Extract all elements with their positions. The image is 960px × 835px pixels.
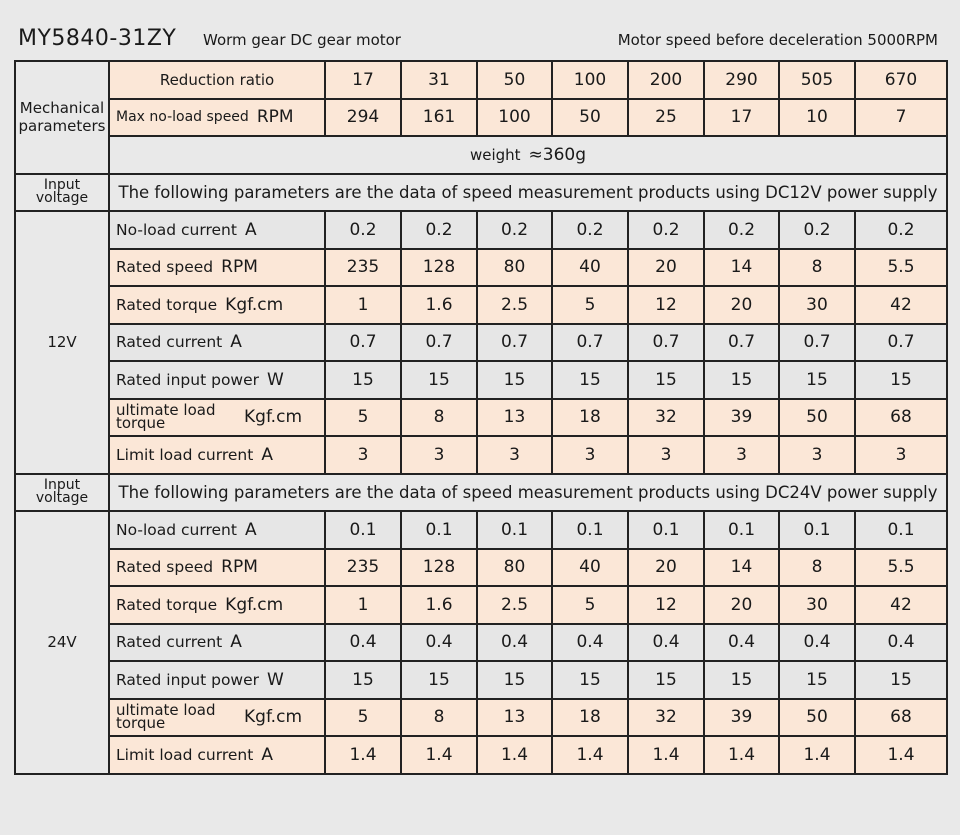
weight-label: weight [469,145,521,164]
value-cell: 5 [325,699,401,737]
input-voltage-label: Input voltage [15,174,109,212]
value-cell: 50 [779,699,855,737]
param-row [15,586,947,624]
ratio-cell: 17 [325,61,401,99]
value-cell: 15 [704,361,779,399]
value-cell: 0.4 [855,624,947,662]
value-cell: 3 [779,436,855,474]
row-unit: Kgf.cm [225,594,284,615]
value-cell: 0.1 [401,511,477,549]
param-label [109,286,325,324]
value-cell: 0.2 [855,211,947,249]
value-cell: 30 [779,586,855,624]
value-cell: 15 [477,361,552,399]
value-cell: 0.1 [477,511,552,549]
reduction-ratio-label: Reduction ratio [109,61,325,99]
value-cell: 3 [628,436,704,474]
value-cell: 15 [401,661,477,699]
row-unit: W [267,669,284,690]
value-cell: 8 [401,399,477,437]
row-unit: A [244,219,257,240]
value-cell: 0.1 [855,511,947,549]
weight-cell [109,136,947,174]
row-name: Rated input power [116,370,260,389]
value-cell: 15 [325,661,401,699]
param-label [109,436,325,474]
input-voltage-label: Input voltage [15,474,109,512]
value-cell: 0.7 [401,324,477,362]
value-cell: 12 [628,586,704,624]
row-unit: Kgf.cm [244,707,302,728]
row-name: Rated torque [116,595,218,614]
value-cell: 20 [628,249,704,287]
value-cell: 30 [779,286,855,324]
value-cell: 13 [477,699,552,737]
row-name: Max no-load speed [116,109,249,126]
input-voltage-row [15,474,947,512]
weight-value: ≈360g [528,144,587,165]
value-cell: 1.4 [325,736,401,774]
ratio-cell: 200 [628,61,704,99]
value-cell: 68 [855,399,947,437]
param-label [109,549,325,587]
voltage-label: 12V [15,211,109,474]
row-name: No-load current [116,220,237,239]
model-title: MY5840-31ZY [18,26,177,51]
param-label [109,399,325,437]
value-cell: 3 [704,436,779,474]
max-speed-row [15,99,947,137]
value-cell: 8 [779,249,855,287]
value-cell: 5.5 [855,249,947,287]
param-label [109,511,325,549]
row-unit: A [261,444,273,465]
value-cell: 18 [552,699,628,737]
value-cell: 14 [704,249,779,287]
row-name: Limit load current [116,445,254,464]
value-cell: 42 [855,286,947,324]
max-speed-cell: 17 [704,99,779,137]
param-row [15,549,947,587]
value-cell: 3 [477,436,552,474]
value-cell: 1 [325,586,401,624]
value-cell: 3 [855,436,947,474]
ratio-cell: 670 [855,61,947,99]
value-cell: 0.2 [477,211,552,249]
param-label [109,699,325,737]
param-row [15,286,947,324]
value-cell: 1 [325,286,401,324]
row-unit: A [230,332,242,353]
param-label [109,586,325,624]
voltage-label: 24V [15,511,109,774]
value-cell: 18 [552,399,628,437]
value-cell: 1.6 [401,586,477,624]
value-cell: 0.7 [779,324,855,362]
value-cell: 1.4 [779,736,855,774]
value-cell: 5 [325,399,401,437]
value-cell: 39 [704,699,779,737]
row-unit: A [244,519,257,540]
measurement-note: The following parameters are the data of speed measurement products using DC24V power supply [109,474,947,512]
value-cell: 0.2 [552,211,628,249]
motor-speed-note: Motor speed before deceleration 5000RPM [617,31,938,49]
row-name: Rated torque [116,295,218,314]
value-cell: 20 [628,549,704,587]
param-label [109,249,325,287]
value-cell: 0.4 [552,624,628,662]
value-cell: 0.1 [628,511,704,549]
value-cell: 32 [628,699,704,737]
value-cell: 0.2 [704,211,779,249]
max-speed-cell: 10 [779,99,855,137]
value-cell: 1.4 [477,736,552,774]
value-cell: 15 [325,361,401,399]
row-unit: A [261,744,273,765]
value-cell: 3 [401,436,477,474]
param-row [15,624,947,662]
value-cell: 15 [704,661,779,699]
input-voltage-row [15,174,947,212]
value-cell: 0.1 [552,511,628,549]
param-label [109,661,325,699]
row-name: ultimate load torque [116,700,216,733]
value-cell: 42 [855,586,947,624]
value-cell: 0.2 [325,211,401,249]
value-cell: 15 [477,661,552,699]
value-cell: 15 [855,361,947,399]
value-cell: 15 [552,361,628,399]
value-cell: 0.7 [325,324,401,362]
value-cell: 15 [779,661,855,699]
row-unit: Kgf.cm [225,294,284,315]
max-speed-cell: 294 [325,99,401,137]
value-cell: 5.5 [855,549,947,587]
value-cell: 0.7 [477,324,552,362]
value-cell: 128 [401,249,477,287]
value-cell: 8 [401,699,477,737]
weight-row [15,136,947,174]
value-cell: 1.4 [628,736,704,774]
param-label [109,736,325,774]
param-row [15,361,947,399]
value-cell: 40 [552,549,628,587]
ratio-cell: 505 [779,61,855,99]
value-cell: 8 [779,549,855,587]
row-unit: W [267,369,284,390]
value-cell: 235 [325,549,401,587]
ratio-cell: 31 [401,61,477,99]
value-cell: 14 [704,549,779,587]
value-cell: 0.4 [628,624,704,662]
row-unit: A [230,632,242,653]
value-cell: 0.4 [779,624,855,662]
param-row [15,249,947,287]
max-speed-cell: 25 [628,99,704,137]
max-speed-cell: 100 [477,99,552,137]
value-cell: 13 [477,399,552,437]
param-row [15,211,947,249]
param-row [15,436,947,474]
value-cell: 0.2 [779,211,855,249]
value-cell: 1.4 [855,736,947,774]
max-speed-cell: 7 [855,99,947,137]
value-cell: 68 [855,699,947,737]
value-cell: 0.2 [628,211,704,249]
row-unit: RPM [221,257,258,278]
page-header [18,26,938,56]
param-row [15,399,947,437]
value-cell: 0.4 [325,624,401,662]
value-cell: 0.4 [401,624,477,662]
row-name: Rated current [116,333,223,352]
measurement-note: The following parameters are the data of speed measurement products using DC12V power supply [109,174,947,212]
row-unit: Kgf.cm [244,407,302,428]
ratio-cell: 50 [477,61,552,99]
value-cell: 15 [552,661,628,699]
param-row [15,511,947,549]
value-cell: 15 [628,361,704,399]
value-cell: 3 [325,436,401,474]
row-name: Rated speed [116,558,214,577]
value-cell: 1.6 [401,286,477,324]
value-cell: 20 [704,586,779,624]
value-cell: 0.7 [704,324,779,362]
value-cell: 1.4 [552,736,628,774]
value-cell: 235 [325,249,401,287]
value-cell: 15 [628,661,704,699]
value-cell: 80 [477,549,552,587]
row-name: Limit load current [116,745,254,764]
value-cell: 80 [477,249,552,287]
param-row [15,699,947,737]
value-cell: 3 [552,436,628,474]
value-cell: 2.5 [477,586,552,624]
value-cell: 12 [628,286,704,324]
param-row [15,661,947,699]
ratio-cell: 290 [704,61,779,99]
value-cell: 50 [779,399,855,437]
param-label [109,324,325,362]
row-name: ultimate load torque [116,400,216,433]
value-cell: 0.4 [477,624,552,662]
value-cell: 15 [855,661,947,699]
value-cell: 5 [552,286,628,324]
reduction-ratio-row [15,61,947,99]
param-row [15,324,947,362]
value-cell: 39 [704,399,779,437]
product-subtitle: Worm gear DC gear motor [203,31,401,49]
row-unit: RPM [256,107,294,128]
value-cell: 0.4 [704,624,779,662]
max-speed-label [109,99,325,137]
param-label [109,624,325,662]
value-cell: 0.1 [325,511,401,549]
value-cell: 0.1 [779,511,855,549]
value-cell: 0.7 [855,324,947,362]
value-cell: 0.7 [552,324,628,362]
value-cell: 5 [552,586,628,624]
value-cell: 1.4 [704,736,779,774]
ratio-cell: 100 [552,61,628,99]
param-label [109,211,325,249]
row-name: Rated input power [116,670,260,689]
value-cell: 15 [779,361,855,399]
value-cell: 2.5 [477,286,552,324]
value-cell: 15 [401,361,477,399]
row-unit: RPM [221,557,258,578]
value-cell: 40 [552,249,628,287]
value-cell: 128 [401,549,477,587]
spec-table [14,60,948,775]
max-speed-cell: 161 [401,99,477,137]
value-cell: 20 [704,286,779,324]
row-name: Rated current [116,633,223,652]
row-name: No-load current [116,520,237,539]
param-label [109,361,325,399]
value-cell: 0.1 [704,511,779,549]
max-speed-cell: 50 [552,99,628,137]
param-row [15,736,947,774]
value-cell: 0.7 [628,324,704,362]
value-cell: 0.2 [401,211,477,249]
row-name: Rated speed [116,258,214,277]
mechanical-parameters-label: Mechanical parameters [15,61,109,174]
value-cell: 1.4 [401,736,477,774]
value-cell: 32 [628,399,704,437]
